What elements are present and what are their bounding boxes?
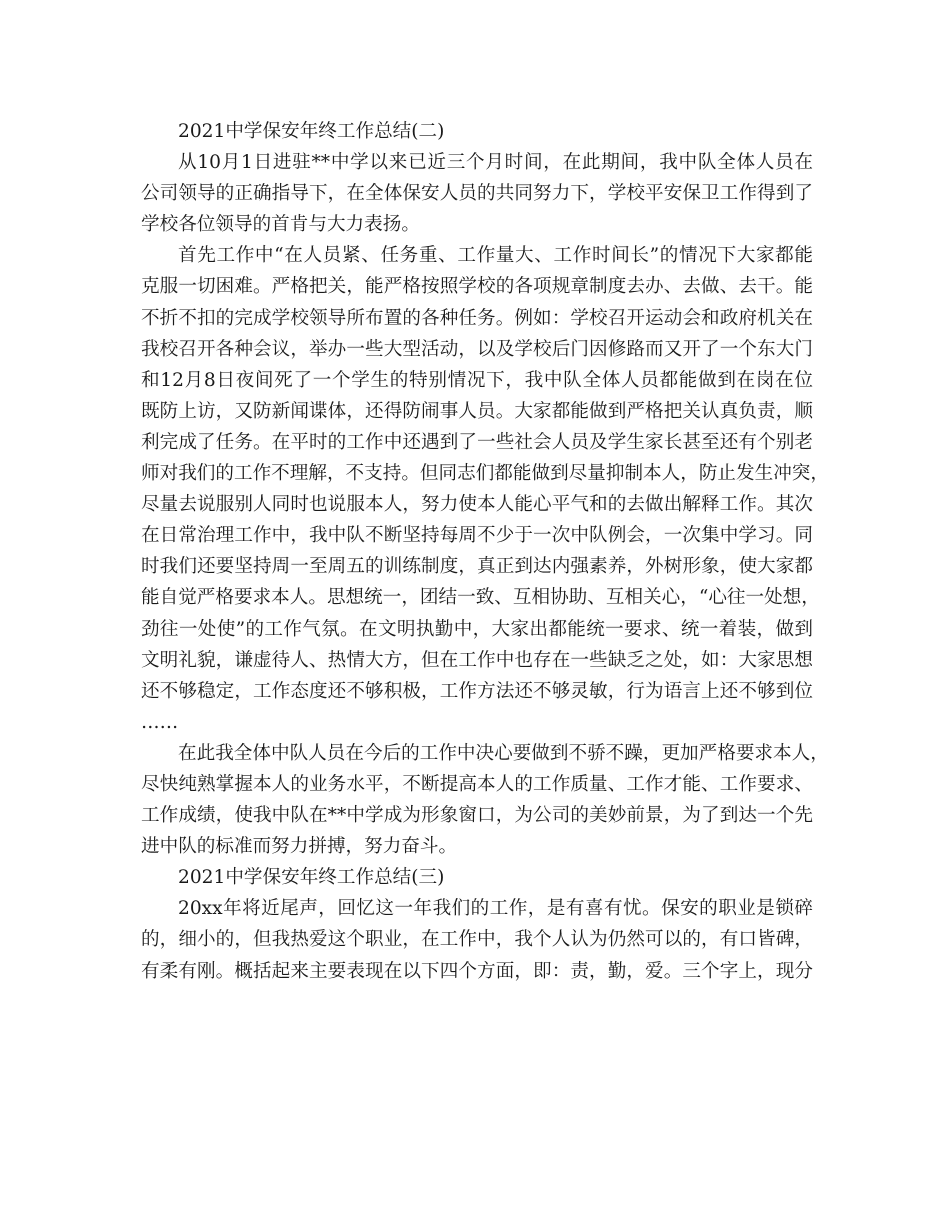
paragraph-line: 既防上访，又防新闻谍体，还得防闹事人员。大家都能做到严格把关认真负责，顺 bbox=[141, 400, 813, 422]
paragraph-line: 从10月1日进驻**中学以来已近三个月时间，在此期间，我中队全体人员在 bbox=[178, 152, 813, 174]
paragraph-line: 在此我全体中队人员在今后的工作中决心要做到不骄不躁，更加严格要求本人， bbox=[178, 742, 829, 764]
paragraph-line: 时我们还要坚持周一至周五的训练制度，真正到达内强素养，外树形象，使大家都 bbox=[141, 556, 813, 578]
paragraph-line: 和12月8日夜间死了一个学生的特别情况下，我中队全体人员都能做到在岗在位 bbox=[141, 369, 813, 391]
paragraph-line: 不折不扣的完成学校领导所布置的各种任务。例如：学校召开运动会和政府机关在 bbox=[141, 307, 813, 329]
paragraph-line: 师对我们的工作不理解，不支持。但同志们都能做到尽量抑制本人，防止发生冲突， bbox=[141, 463, 829, 485]
paragraph-line: 在日常治理工作中，我中队不断坚持每周不少于一次中队例会，一次集中学习。同 bbox=[141, 525, 813, 547]
section-heading-2: 2021中学保安年终工作总结(二) bbox=[178, 121, 445, 142]
paragraph-line: 的，细小的，但我热爱这个职业，在工作中，我个人认为仍然可以的，有口皆碑， bbox=[141, 929, 813, 951]
document-body bbox=[141, 116, 829, 987]
paragraph-line: 还不够稳定，工作态度还不够积极，工作方法还不够灵敏，行为语言上还不够到位 bbox=[141, 680, 813, 702]
paragraph-line: 有柔有刚。概括起来主要表现在以下四个方面，即：责，勤，爱。三个字上，现分 bbox=[141, 960, 813, 982]
paragraph-1 bbox=[141, 147, 813, 240]
paragraph-line: 公司领导的正确指导下，在全体保安人员的共同努力下，学校平安保卫工作得到了 bbox=[141, 183, 813, 205]
paragraph-3 bbox=[141, 738, 829, 862]
paragraph-line: 克服一切困难。严格把关，能严格按照学校的各项规章制度去办、去做、去干。能 bbox=[141, 276, 813, 298]
paragraph-line: 20xx年将近尾声，回忆这一年我们的工作，是有喜有忧。保安的职业是锁碎 bbox=[178, 898, 813, 920]
paragraph-2 bbox=[141, 240, 829, 738]
paragraph-line: 工作成绩，使我中队在**中学成为形象窗口，为公司的美妙前景，为了到达一个先 bbox=[141, 805, 813, 827]
paragraph-line: …… bbox=[141, 711, 179, 733]
paragraph-4 bbox=[141, 893, 813, 986]
paragraph-line: 能自觉严格要求本人。思想统一，团结一致、互相协助、互相关心，“心往一处想， bbox=[141, 587, 820, 609]
paragraph-line: 劲往一处使”的工作气氛。在文明执勤中，大家出都能统一要求、统一着装，做到 bbox=[141, 618, 813, 640]
paragraph-line: 尽量去说服别人同时也说服本人，努力使本人能心平气和的去做出解释工作。其次 bbox=[141, 494, 813, 516]
paragraph-line: 文明礼貌，谦虚待人、热情大方，但在工作中也存在一些缺乏之处，如：大家思想 bbox=[141, 649, 813, 671]
paragraph-line: 利完成了任务。在平时的工作中还遇到了一些社会人员及学生家长甚至还有个别老 bbox=[141, 431, 813, 453]
paragraph-line: 尽快纯熟掌握本人的业务水平，不断提高本人的工作质量、工作才能、工作要求、 bbox=[141, 773, 813, 795]
section-heading-3: 2021中学保安年终工作总结(三) bbox=[178, 867, 445, 889]
paragraph-line: 进中队的标准而努力拼搏，努力奋斗。 bbox=[141, 836, 458, 858]
paragraph-line: 我校召开各种会议，举办一些大型活动，以及学校后门因修路而又开了一个东大门 bbox=[141, 338, 813, 360]
paragraph-line: 首先工作中“在人员紧、任务重、工作量大、工作时间长”的情况下大家都能 bbox=[178, 245, 813, 267]
paragraph-line: 学校各位领导的首肯与大力表扬。 bbox=[141, 214, 420, 236]
